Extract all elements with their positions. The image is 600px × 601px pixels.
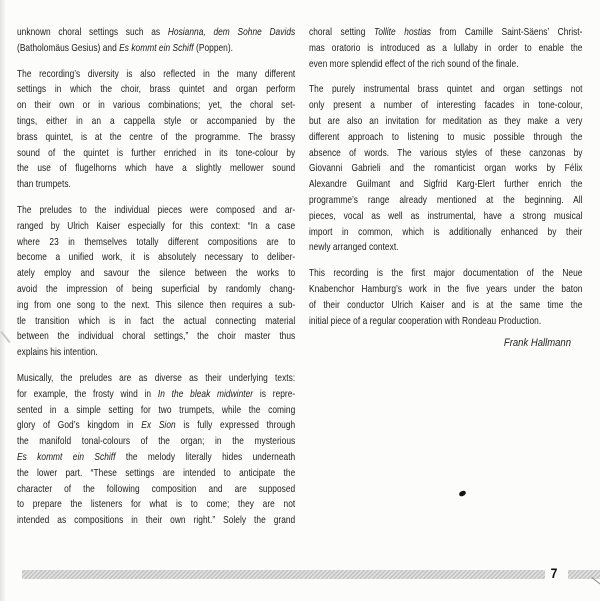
- text-line: ing from one song to the next. This silence then requires a sub-: [17, 298, 296, 311]
- text-line: the manifold tonal-colours of the organ; in the mysterious: [17, 435, 296, 448]
- text-line: for example, the frosty wind in In the bleak midwinter is repre-: [17, 387, 296, 400]
- text-line: of their conductor Ulrich Kaiser and is at the same time the: [309, 298, 583, 311]
- paragraph: [309, 25, 582, 72]
- text-line: mas oratorio is introduced as a lullaby in order to enable the: [309, 41, 583, 54]
- text-column-right-content: [309, 25, 582, 329]
- paragraph: [17, 25, 295, 57]
- text-line: choral setting Tollite hostias from Camille Saint-Säens’ Christ-: [309, 26, 583, 38]
- text-line: the lower part. “These settings are intended to anticipate the: [17, 466, 296, 479]
- text-line: tings, either in an a cappella style or accompanied by the: [17, 114, 296, 127]
- text-column-right: [309, 25, 583, 329]
- text-line: Knabenchor Hamburg’s work in the five years under the baton: [309, 282, 583, 295]
- text-line: unknown choral settings such as Hosianna, dem Sohne Davids: [17, 26, 296, 38]
- text-line: only present a number of interesting facades in tone-colour,: [309, 99, 583, 112]
- text-column-left-content: [17, 25, 295, 529]
- text-line: between the individual choral settings,” the choir master thus: [17, 330, 296, 343]
- text-line: initial piece of a regular cooperation with Rondeau Production.: [309, 314, 542, 327]
- paragraph: [17, 67, 295, 193]
- page-number: 7: [550, 566, 558, 581]
- paragraph: [309, 82, 582, 256]
- text-line: become a unified work, it is absolutely necessary to deliber-: [17, 251, 296, 264]
- text-line: The purely instrumental brass quintet and organ settings not: [309, 83, 583, 96]
- text-line: explains his intention.: [17, 346, 98, 359]
- scan-scratch-artifact: [1, 331, 11, 343]
- scan-edge-shadow: [0, 0, 6, 601]
- text-line: intended as compositions in their own right.” Solely the grand: [17, 514, 296, 527]
- text-line: brass quintet, is at the centre of the programme. The brassy: [17, 130, 296, 143]
- text-line: sound of the quintet is further enriched in its tone-colour by: [17, 146, 296, 159]
- paragraph: [17, 203, 295, 361]
- text-line: avoid the impression of being superficial by randomly chang-: [17, 282, 296, 295]
- text-line: ranged by Ulrich Kaiser especially for this context: “In a case: [17, 219, 296, 232]
- footer-rule-right: [568, 570, 600, 579]
- text-line: This recording is the first major documentation of the Neue: [309, 267, 583, 280]
- text-line: sented in a simple setting for two trumpets, while the coming: [17, 403, 296, 416]
- text-line: The preludes to the individual pieces were composed and ar-: [17, 203, 296, 216]
- paragraph: [309, 266, 582, 329]
- text-line: but are also an invitation for meditation as they make a very: [309, 114, 583, 127]
- text-line: newly arranged context.: [309, 241, 399, 254]
- ink-spot-artifact: [458, 490, 466, 497]
- text-line: settings in which the choir, brass quintet and organ perform: [17, 83, 296, 96]
- text-line: Giovanni Gabrieli and the romanticist organ works by Félix: [309, 162, 583, 175]
- text-line: (Batholomäus Gesius) and Es kommt ein Schiff (Poppen).: [17, 41, 234, 54]
- text-line: character of the following composition and are supposed: [17, 482, 296, 495]
- text-line: absence of words. The various styles of these canzonas by: [309, 146, 583, 159]
- text-line: ately employ and savour the silence between the works to: [17, 267, 296, 280]
- text-line: on their own or in various combinations; yet, the choral set-: [17, 99, 296, 112]
- paragraph: [17, 371, 295, 529]
- text-column-left: [17, 25, 295, 529]
- text-line: to prepare the listeners for what is to come; they are not: [17, 498, 296, 511]
- text-line: where 23 in themselves totally different compositions are to: [17, 235, 296, 248]
- text-line: Musically, the preludes are as diverse as their underlying texts:: [17, 371, 296, 384]
- text-line: even more splendid effect of the rich sound of the finale.: [309, 57, 519, 70]
- text-line: than trumpets.: [17, 178, 71, 191]
- text-line: Alexandre Guilmant and Sigfrid Karg-Elert further enrich the: [309, 178, 583, 191]
- text-line: glory of God’s kingdom in Ex Sion is fully expressed through: [17, 419, 296, 432]
- text-line: pieces, vocal as well as instrumental, have a strong musical: [309, 209, 583, 222]
- text-line: Es kommt ein Schiff the melody literally hides underneath: [17, 450, 296, 463]
- text-line: programme’s range already mentioned at the beginning. All: [309, 193, 583, 206]
- text-line: The recording’s diversity is also reflected in the many different: [17, 67, 296, 80]
- text-line: the use of flugelhorns which have a slightly mellower sound: [17, 162, 296, 175]
- text-line: tle transition which is in fact the actual connecting material: [17, 314, 296, 327]
- footer-rule-left: [22, 570, 545, 579]
- author-signature: Frank Hallmann: [503, 337, 571, 349]
- text-line: import in common, which is additionally enhanced by their: [309, 225, 583, 238]
- text-line: different approach to listening to music possible through the: [309, 130, 583, 143]
